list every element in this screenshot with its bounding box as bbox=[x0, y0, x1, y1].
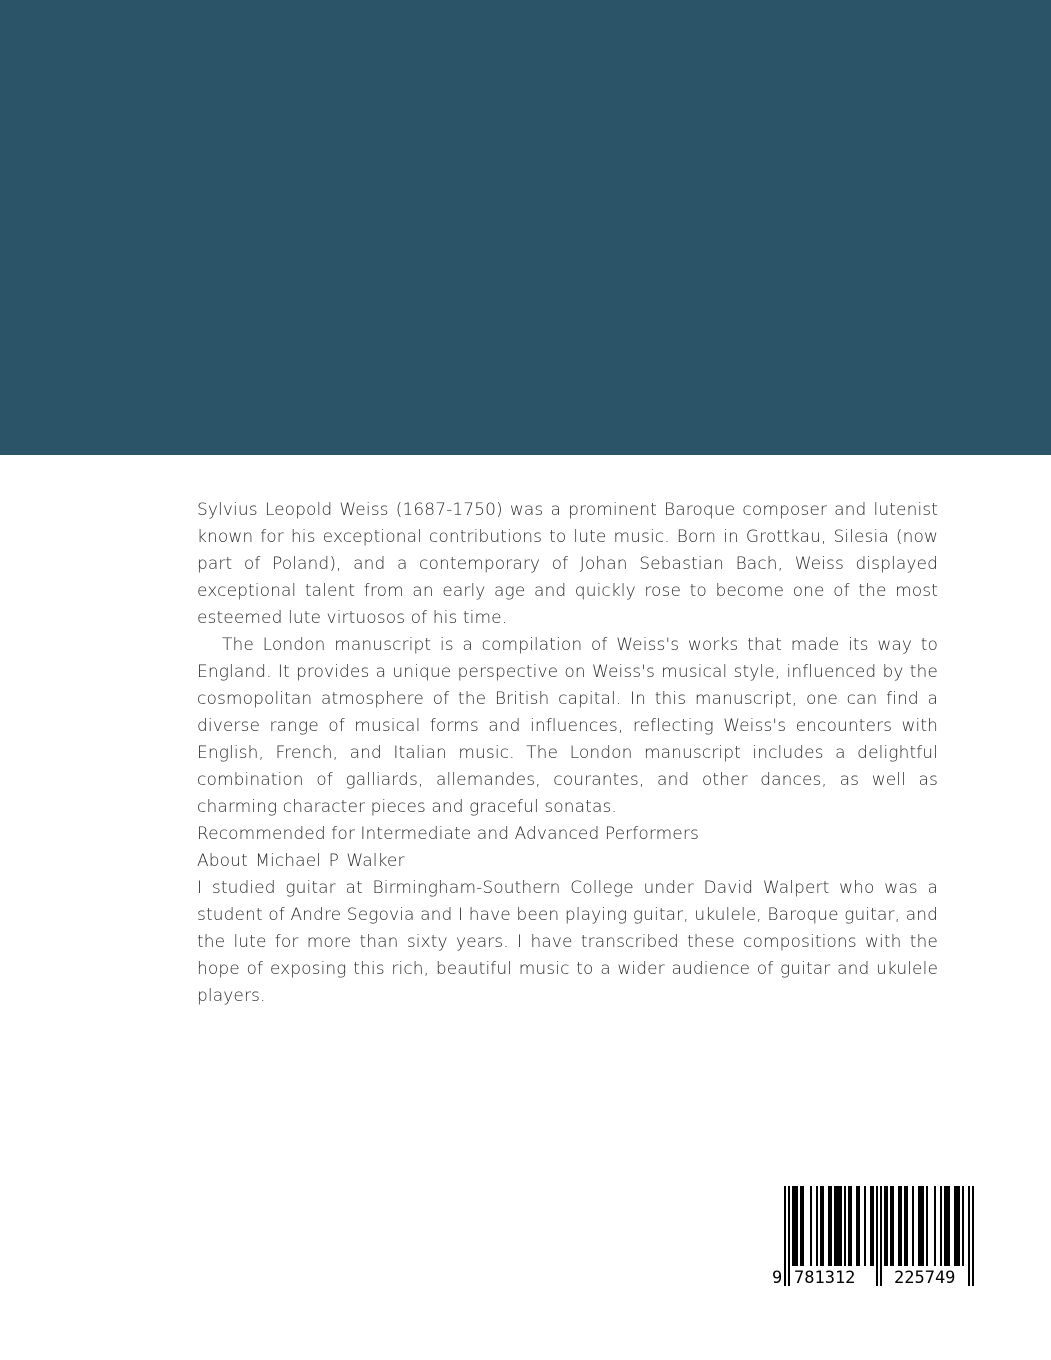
back-cover-text bbox=[197, 497, 938, 1010]
barcode-bar bbox=[956, 1186, 958, 1266]
barcode-bar bbox=[810, 1186, 812, 1266]
barcode-bar bbox=[904, 1186, 906, 1266]
barcode-bar bbox=[892, 1186, 894, 1266]
barcode-bar bbox=[958, 1186, 960, 1266]
barcode-bar bbox=[898, 1186, 900, 1266]
barcode-bar bbox=[844, 1186, 846, 1266]
barcode-bar bbox=[858, 1186, 860, 1266]
recommendation-line: Recommended for Intermediate and Advanced Performers bbox=[197, 824, 699, 844]
barcode-bar bbox=[822, 1186, 824, 1266]
barcode-guard-bar bbox=[968, 1186, 970, 1286]
author-bio-paragraph: I studied guitar at Birmingham-Southern College under David Walpert who was a student of Andre Segovia and I have been playing guitar, ukulele, Baroque guitar, and the lute for more than sixty years. I have transcribed these compositions with the hope of exposing this rich, beautiful music to a wider audience of guitar and ukulele players. bbox=[197, 878, 938, 1006]
barcode-bar bbox=[934, 1186, 936, 1266]
barcode-bar bbox=[838, 1186, 840, 1266]
barcode-bar bbox=[802, 1186, 804, 1266]
barcode-bar bbox=[954, 1186, 956, 1266]
barcode-bar bbox=[872, 1186, 874, 1266]
barcode-guard-bar bbox=[972, 1186, 974, 1286]
barcode-bar bbox=[836, 1186, 838, 1266]
barcode-bar bbox=[926, 1186, 928, 1266]
barcode-guard-bar bbox=[880, 1186, 882, 1286]
isbn-barcode bbox=[768, 1186, 984, 1290]
barcode-bar bbox=[820, 1186, 822, 1266]
barcode-lead-digit: 9 bbox=[772, 1268, 783, 1288]
barcode-bar bbox=[918, 1186, 920, 1266]
barcode-right-digits: 225749 bbox=[894, 1268, 956, 1288]
barcode-bar bbox=[864, 1186, 866, 1266]
barcode-bar bbox=[830, 1186, 832, 1266]
barcode-bar bbox=[900, 1186, 902, 1266]
barcode-bar bbox=[920, 1186, 922, 1266]
barcode-bar bbox=[840, 1186, 842, 1266]
barcode-bar bbox=[890, 1186, 892, 1266]
barcode-bar bbox=[906, 1186, 908, 1266]
barcode-bar bbox=[886, 1186, 888, 1266]
cover-color-band bbox=[0, 0, 1051, 455]
barcode-bar bbox=[834, 1186, 836, 1266]
barcode-bar bbox=[828, 1186, 830, 1266]
barcode-guard-bar bbox=[784, 1186, 786, 1286]
barcode-bar bbox=[870, 1186, 872, 1266]
barcode-bar bbox=[946, 1186, 948, 1266]
barcode-bar bbox=[962, 1186, 964, 1266]
barcode-bar bbox=[948, 1186, 950, 1266]
composer-bio-paragraph: Sylvius Leopold Weiss (1687-1750) was a prominent Baroque composer and lutenist known for his exceptional contributions to lute music. Born in Grottkau, Silesia (now part of Poland), and a contemporary of Johan Sebastian Bach, Weiss displayed exceptional talent from an early age and quickly rose to become one of the most esteemed lute virtuosos of his time. bbox=[197, 500, 938, 628]
barcode-guard-bar bbox=[788, 1186, 790, 1286]
barcode-bar bbox=[884, 1186, 886, 1266]
barcode-bar bbox=[816, 1186, 818, 1266]
barcode-bar bbox=[922, 1186, 924, 1266]
barcode-bar bbox=[940, 1186, 942, 1266]
barcode-graphic bbox=[768, 1186, 984, 1290]
barcode-guard-bar bbox=[876, 1186, 878, 1286]
manuscript-paragraph: The London manuscript is a compilation of Weiss's works that made its way to England. It provides a unique perspective on Weiss's musical style, influenced by the cosmopolitan atmosphere of the British capital. In this manuscript, one can find a diverse range of musical forms and influences, reflecting Weiss's encounters with English, French, and Italian music. The London manuscript includes a delightful combination of galliards, allemandes, courantes, and other dances, as well as charming character pieces and graceful sonatas. bbox=[197, 635, 938, 817]
barcode-bar bbox=[944, 1186, 946, 1266]
barcode-bar bbox=[850, 1186, 852, 1266]
barcode-bar bbox=[792, 1186, 794, 1266]
barcode-bar bbox=[794, 1186, 796, 1266]
author-heading: About Michael P Walker bbox=[197, 851, 405, 871]
barcode-bar bbox=[796, 1186, 798, 1266]
barcode-bar bbox=[800, 1186, 802, 1266]
barcode-bar bbox=[856, 1186, 858, 1266]
barcode-bar bbox=[912, 1186, 914, 1266]
barcode-left-digits: 781312 bbox=[794, 1268, 856, 1288]
barcode-bar bbox=[848, 1186, 850, 1266]
